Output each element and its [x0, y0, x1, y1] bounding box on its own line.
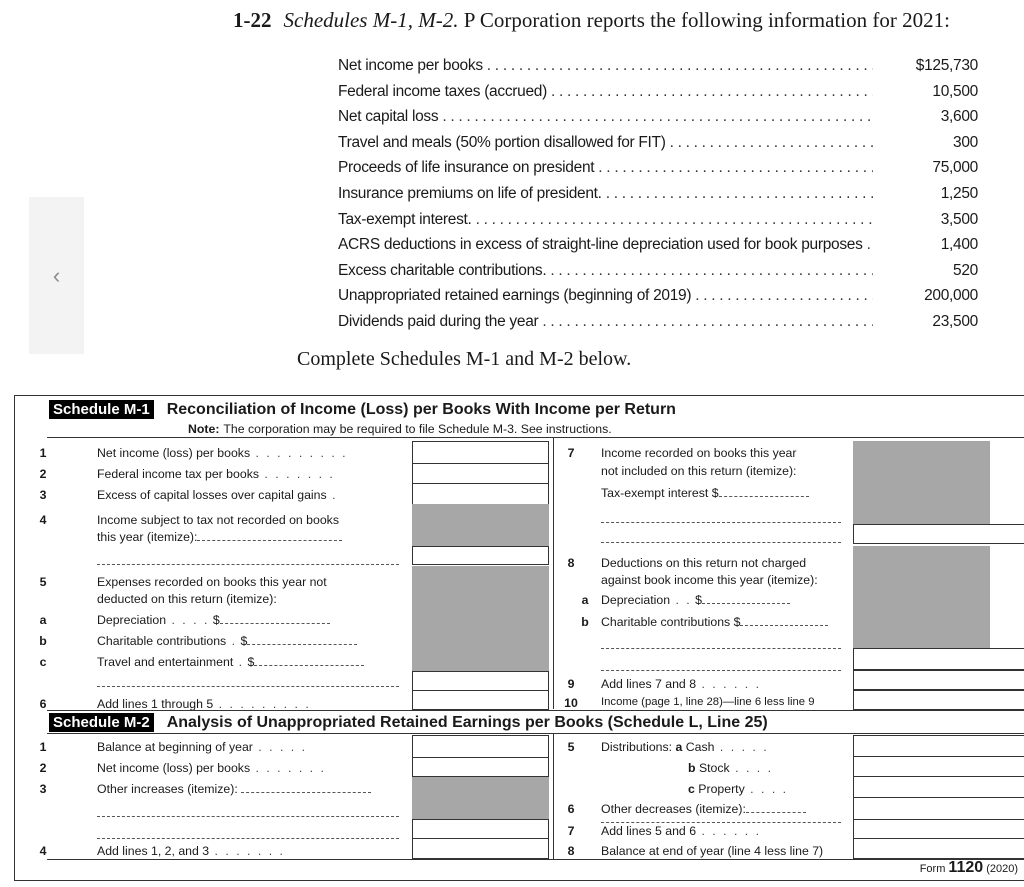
- info-table: [338, 55, 983, 337]
- line-number: 5: [39, 575, 47, 589]
- info-value: 75,000: [932, 159, 978, 177]
- line-label: Cash: [685, 740, 715, 754]
- line-number: b: [581, 615, 589, 629]
- m1-5b-input[interactable]: [247, 635, 357, 645]
- line-label: Charitable contributions: [97, 634, 227, 648]
- line-number: 4: [39, 844, 47, 858]
- m1-line-4-input[interactable]: [412, 546, 549, 565]
- info-row: [338, 55, 983, 81]
- m2-line-4-input[interactable]: [412, 838, 549, 859]
- line-number: 7: [567, 446, 575, 460]
- info-row: [338, 183, 983, 209]
- m1-line-10-input[interactable]: [853, 690, 1024, 710]
- line-label: Balance at end of year (line 4 less line 7): [601, 844, 824, 858]
- divider: [47, 437, 1024, 438]
- dollar-sign: $: [733, 615, 741, 629]
- line-label: deducted on this return (itemize):: [97, 592, 277, 606]
- line-number: a: [39, 613, 47, 627]
- info-value: 3,600: [940, 108, 978, 126]
- back-tab[interactable]: [29, 197, 84, 354]
- m1-line-1-input[interactable]: [412, 441, 549, 464]
- info-row: [338, 260, 983, 286]
- problem-statement: P Corporation reports the following information for 2021:: [463, 8, 950, 32]
- line-number: 2: [39, 761, 47, 775]
- m2-line-5b-input[interactable]: [853, 756, 1024, 777]
- line-number: 3: [39, 488, 47, 502]
- problem-schedules: Schedules M-1, M-2.: [283, 8, 459, 32]
- m2-header: [49, 713, 768, 732]
- note-label: Note:: [188, 422, 220, 436]
- line-label: Stock: [698, 761, 730, 775]
- m1-line-2-input[interactable]: [412, 463, 549, 484]
- info-value: 23,500: [932, 312, 978, 330]
- sub-label: b: [688, 761, 696, 775]
- info-value: 10,500: [932, 82, 978, 100]
- m1-header: [49, 400, 676, 419]
- sub-label: a: [675, 740, 683, 754]
- info-row: [338, 311, 983, 337]
- line-label: Add lines 1 through 5: [97, 697, 214, 711]
- line-label: Deductions on this return not charged: [601, 556, 807, 570]
- line-label: Tax-exempt interest: [601, 486, 709, 500]
- shaded-cell: [412, 504, 549, 546]
- info-value: 3,500: [940, 210, 978, 228]
- divider: [47, 859, 1024, 860]
- line-label: Income recorded on books this year: [601, 446, 797, 460]
- line-number: 5: [567, 740, 575, 754]
- dollar-sign: $: [711, 486, 719, 500]
- line-label: Add lines 7 and 8: [601, 677, 697, 691]
- info-value: 1,250: [940, 184, 978, 202]
- sub-label: c: [688, 782, 695, 796]
- line-label: Excess of capital losses over capital gains: [97, 488, 327, 502]
- chevron-left-icon: ‹: [52, 262, 61, 288]
- line-label: Property: [698, 782, 745, 796]
- line-label: Expenses recorded on books this year not: [97, 575, 327, 589]
- m1-line-8-input[interactable]: [853, 648, 1024, 670]
- line-label: Charitable contributions: [601, 615, 731, 629]
- line-number: 1: [39, 740, 47, 754]
- m1-8b-input[interactable]: [740, 616, 828, 626]
- line-label: Federal income tax per books: [97, 467, 259, 481]
- m2-line-1-input[interactable]: [412, 735, 549, 758]
- m1-tag: Schedule M-1: [49, 400, 154, 419]
- m1-8a-input[interactable]: [702, 594, 790, 604]
- problem-title: [233, 8, 950, 33]
- line-number: 8: [567, 556, 575, 570]
- m2-tag: Schedule M-2: [49, 713, 154, 732]
- m2-line-5c-input[interactable]: [853, 776, 1024, 798]
- m1-line-7-input[interactable]: [853, 524, 1024, 544]
- line-label: Net income (loss) per books: [97, 446, 251, 460]
- info-label: Tax-exempt interest. . . .: [338, 211, 873, 229]
- info-row: [338, 234, 983, 260]
- info-label: Dividends paid during the year . . .: [338, 313, 873, 331]
- line-label: Travel and entertainment: [97, 655, 234, 669]
- line-label: Add lines 5 and 6: [601, 824, 697, 838]
- line-label: Add lines 1, 2, and 3: [97, 844, 210, 858]
- info-row: [338, 106, 983, 132]
- instruction-text: Complete Schedules M-1 and M-2 below.: [297, 348, 632, 370]
- line-number: 3: [39, 782, 47, 796]
- info-label: Insurance premiums on life of president. . . .: [338, 185, 873, 203]
- line-label: Other increases (itemize):: [97, 782, 238, 796]
- m1-line-6-input[interactable]: [412, 690, 549, 710]
- dollar-sign: $: [212, 613, 220, 627]
- line-label: Income subject to tax not recorded on books: [97, 513, 339, 527]
- info-label: Proceeds of life insurance on president . . .: [338, 159, 873, 177]
- line-number: 9: [567, 677, 575, 691]
- divider: [553, 437, 554, 709]
- info-row: [338, 157, 983, 183]
- line-label: this year (itemize):: [97, 530, 198, 544]
- info-value: 300: [953, 133, 978, 151]
- form-footer: [920, 859, 1018, 877]
- line-label: Depreciation: [97, 613, 167, 627]
- line-label: Depreciation: [601, 593, 671, 607]
- info-row: [338, 81, 983, 107]
- divider: [553, 733, 554, 859]
- info-label: Federal income taxes (accrued) . . .: [338, 83, 873, 101]
- m2-line-7-input[interactable]: [853, 819, 1024, 839]
- dollar-sign: $: [240, 634, 248, 648]
- m1-5a-input[interactable]: [220, 614, 330, 624]
- shaded-cell: [412, 777, 549, 819]
- m1-title: Reconciliation of Income (Loss) per Books With Income per Return: [166, 400, 676, 418]
- line-number: 2: [39, 467, 47, 481]
- shaded-cell: [412, 566, 549, 671]
- info-label: Net capital loss . . .: [338, 108, 873, 126]
- line-number: 8: [567, 844, 575, 858]
- line-label: Other decreases (itemize):: [601, 802, 746, 816]
- info-label: Unappropriated retained earnings (beginning of 2019) . . .: [338, 287, 873, 305]
- m2-line-2-input[interactable]: [412, 757, 549, 777]
- m1-line-5-input[interactable]: [412, 671, 549, 691]
- m1-5c-input[interactable]: [254, 656, 364, 666]
- footer-prefix: Form: [919, 863, 946, 875]
- line-number: 4: [39, 513, 47, 527]
- line-number: b: [39, 634, 47, 648]
- info-label: ACRS deductions in excess of straight-line depreciation used for book purposes . . .: [338, 236, 873, 254]
- dollar-sign: $: [247, 655, 255, 669]
- m2-line-8-input[interactable]: [853, 838, 1024, 859]
- info-label: Net income per books . . .: [338, 57, 873, 75]
- m1-7-tei-input[interactable]: [719, 487, 809, 497]
- line-number: 6: [567, 802, 575, 816]
- info-label: Travel and meals (50% portion disallowed for FIT) . . .: [338, 134, 873, 152]
- divider: [47, 710, 1024, 711]
- line-number: a: [581, 593, 589, 607]
- info-value: 520: [953, 261, 978, 279]
- line-number: c: [39, 655, 47, 669]
- m2-line-6-input[interactable]: [853, 797, 1024, 820]
- info-label: Excess charitable contributions. . . .: [338, 262, 873, 280]
- divider: [47, 733, 1024, 734]
- info-value: $125,730: [915, 57, 978, 74]
- m1-note: [188, 422, 612, 436]
- shaded-cell: [853, 441, 990, 524]
- info-row: [338, 285, 983, 311]
- line-number: 7: [567, 824, 575, 838]
- line-number: 1: [39, 446, 47, 460]
- m1-line-9-input[interactable]: [853, 670, 1024, 690]
- m2-title: Analysis of Unappropriated Retained Earnings per Books (Schedule L, Line 25): [166, 713, 768, 731]
- m1-line-3-input[interactable]: [412, 483, 549, 505]
- info-value: 200,000: [924, 287, 978, 305]
- line-label: Balance at beginning of year: [97, 740, 253, 754]
- info-value: 1,400: [940, 236, 978, 254]
- line-label: Distributions:: [601, 740, 673, 754]
- note-text: The corporation may be required to file Schedule M-3. See instructions.: [223, 422, 612, 436]
- shaded-cell: [853, 546, 990, 648]
- tax-form: Schedule M-1 Reconciliation of Income (Loss) per Books With Income per Return Note: The corporation may be required to file Schedule M-3. See instructions. 1 Net income (loss) per books . . . . . . . . . 2 Federal income tax per books . . . . . . . 3 Excess of capital losses over capital gains . 4 Income subject to tax not recorded on books this year (itemize): 5 Expenses recorded on books this year not deducted on this return (itemize): a Depreciation . . . . $ b Charitable contributions . $ c Travel and entertainment . $ 6 Add lines 1 through 5 . . . . . . . . . 7 Income recorded on books this year not included on this return (itemize): Tax-exempt interest $ 8 Deductions on this return not charged against book income this year (itemize): a Depreciation . . $ b Charitable contributions $ 9 Add lines 7 and 8 . . . . . . 10 Income (page 1, line 28)—line 6 less line 9 Schedule M-2 Analysis of Unappropriated Retained Earnings per Books (Schedule L, Line 25) 1 Balance at beginning of year . . . . . 2 Net income (loss) per books . . . . . . . 3 Other increases (itemize): 4 Add lines 1, 2, and 3 . . . . . . . 5 Distributions: a Cash . . . . . b Stock . . . . c Property . . . . 6 Other decreases (itemize): 7 Add lines 5 and 6 . . . . . . 8 Balance at end of year (line 4 less line 7) Form 1120 (2020): [14, 395, 1024, 881]
- line-number: 10: [564, 696, 578, 710]
- m2-line-5a-input[interactable]: [853, 735, 1024, 757]
- info-row: [338, 132, 983, 158]
- line-number: 6: [39, 697, 47, 711]
- m2-line-3-input[interactable]: [412, 819, 549, 839]
- problem-number: 1-22: [233, 8, 272, 32]
- form-number: 1120: [948, 859, 984, 876]
- line-label: Net income (loss) per books: [97, 761, 251, 775]
- line-label: not included on this return (itemize):: [601, 464, 797, 478]
- form-year: (2020): [986, 863, 1018, 875]
- dollar-sign: $: [695, 593, 702, 607]
- line-label: Income (page 1, line 28)—line 6 less line 9: [601, 696, 815, 708]
- info-row: [338, 209, 983, 235]
- line-label: against book income this year (itemize):: [601, 573, 818, 587]
